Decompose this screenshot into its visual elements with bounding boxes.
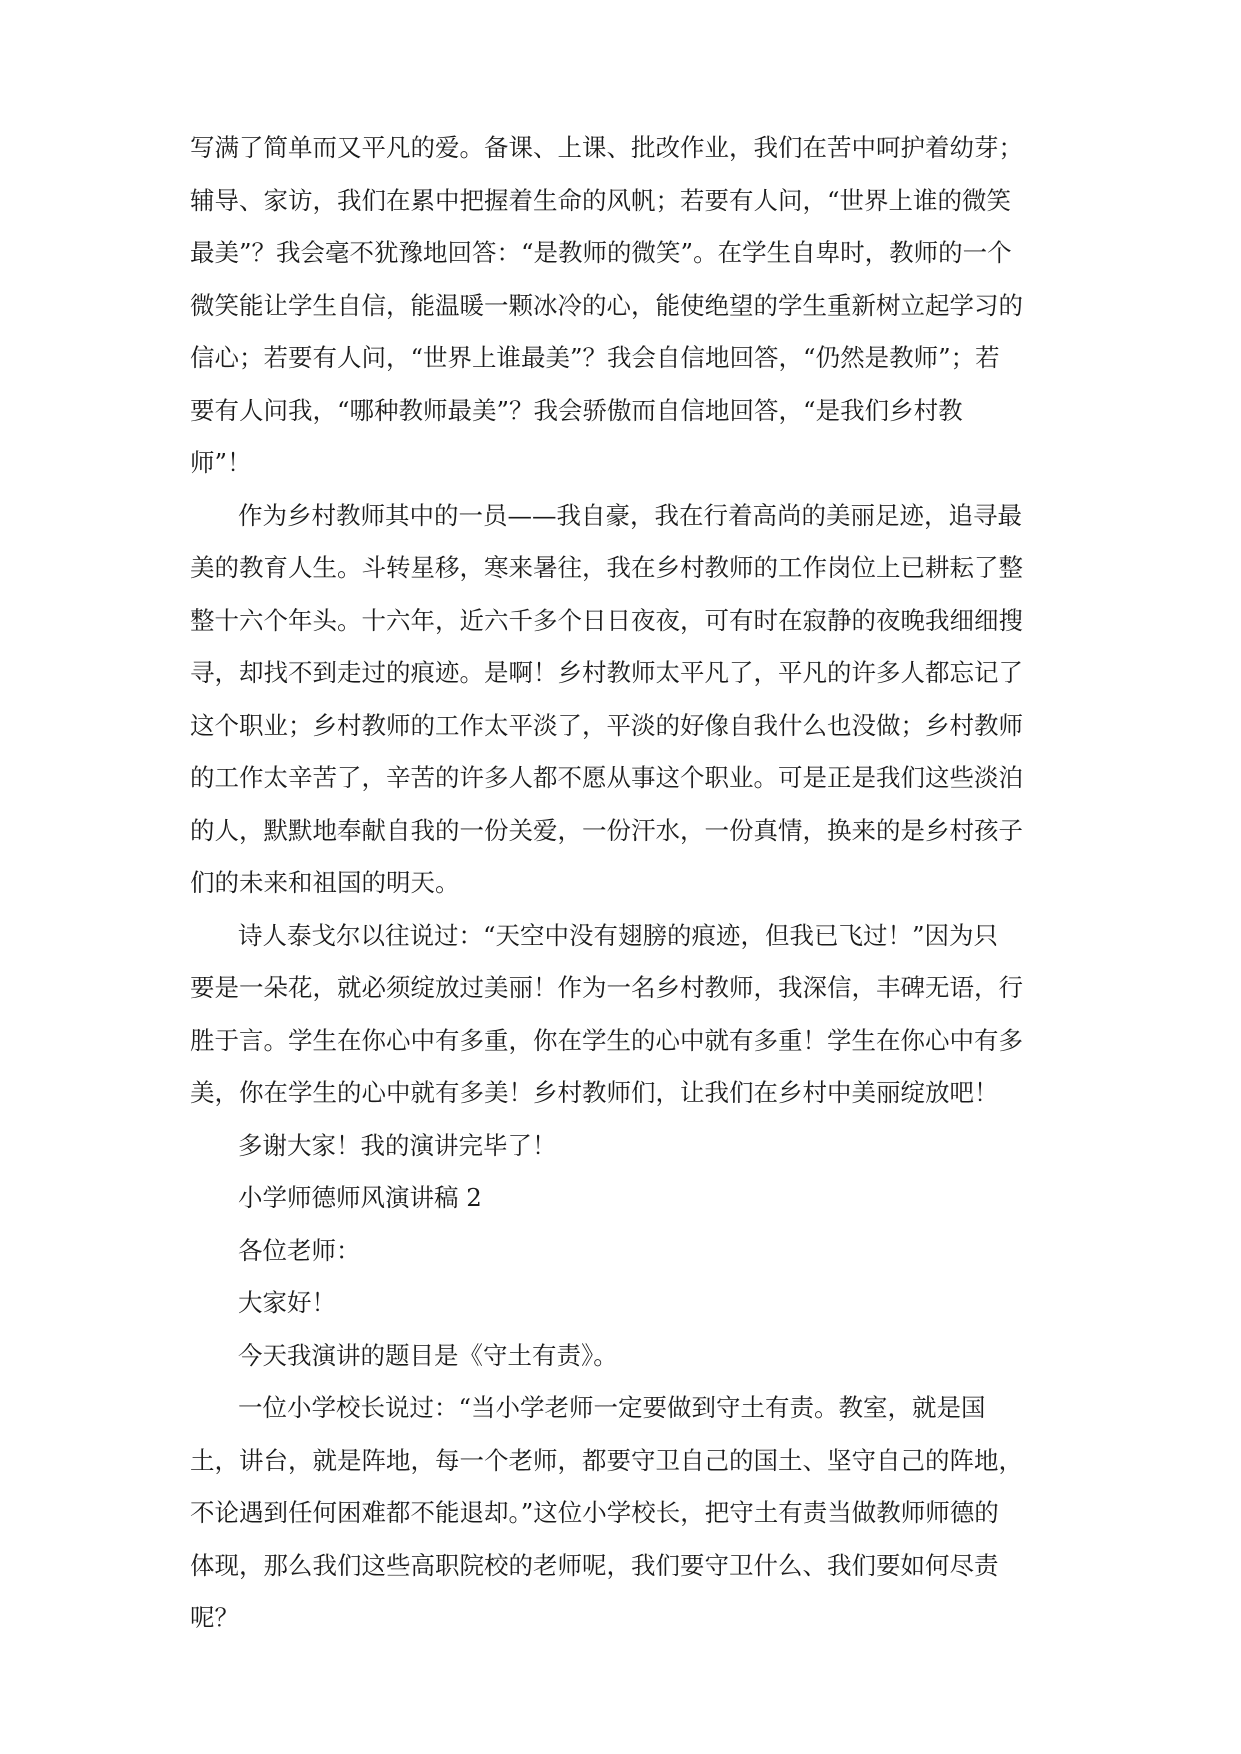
- greeting-text: 大家好！: [238, 1288, 336, 1317]
- text-line: 美的教育人生。斗转星移，寒来暑往，我在乡村教师的工作岗位上已耕耘了整: [190, 553, 1023, 582]
- text-line: 整十六个年头。十六年，近六千多个日日夜夜，可有时在寂静的夜晚我细细搜: [190, 605, 1023, 635]
- text-line: 美，你在学生的心中就有多美！乡村教师们，让我们在乡村中美丽绽放吧！: [190, 1078, 999, 1107]
- text-line: 寻，却找不到走过的痕迹。是啊！乡村教师太平凡了，平凡的许多人都忘记了: [190, 658, 1023, 687]
- topic-paragraph: [190, 1330, 1062, 1383]
- speech-title-text: 小学师德师风演讲稿 2: [238, 1183, 482, 1212]
- text-line: 土，讲台，就是阵地，每一个老师，都要守卫自己的国土、坚守自己的阵地，: [190, 1445, 1023, 1475]
- rural-teacher-paragraph: [190, 490, 1062, 910]
- text-line: 作为乡村教师其中的一员——我自豪，我在行着高尚的美丽足迹，追寻最: [238, 500, 1022, 530]
- text-line: 不论遇到任何困难都不能退却。”这位小学校长，把守土有责当做教师师德的: [190, 1498, 999, 1527]
- topic-text: 今天我演讲的题目是《守土有责》。: [238, 1340, 618, 1370]
- thanks-paragraph: [190, 1120, 1062, 1173]
- salutation-text: 各位老师：: [238, 1235, 361, 1265]
- thanks-line: 多谢大家！我的演讲完毕了！: [238, 1130, 557, 1160]
- text-line: 呢？: [190, 1603, 239, 1632]
- text-line: 这个职业；乡村教师的工作太平淡了，平淡的好像自我什么也没做；乡村教师: [190, 710, 1023, 740]
- text-line: 写满了简单而又平凡的爱。备课、上课、批改作业，我们在苦中呵护着幼芽；: [190, 133, 1023, 162]
- text-line: 师”！: [190, 448, 252, 477]
- greeting: [190, 1277, 1062, 1330]
- text-line: 的工作太辛苦了，辛苦的许多人都不愿从事这个职业。可是正是我们这些淡泊: [190, 763, 1023, 792]
- text-line: 胜于言。学生在你心中有多重，你在学生的心中就有多重！学生在你心中有多: [190, 1025, 1023, 1055]
- text-line: 最美”？我会毫不犹豫地回答：“是教师的微笑”。在学生自卑时，教师的一个: [190, 238, 1012, 267]
- document-body: [190, 122, 1062, 1645]
- text-line: 要是一朵花，就必须绽放过美丽！作为一名乡村教师，我深信，丰碑无语，行: [190, 973, 1023, 1002]
- text-line: 们的未来和祖国的明天。: [190, 868, 460, 897]
- text-line: 体现，那么我们这些高职院校的老师呢，我们要守卫什么、我们要如何尽责: [190, 1550, 999, 1580]
- text-line: 一位小学校长说过：“当小学老师一定要做到守土有责。教室，就是国: [238, 1393, 986, 1422]
- text-line: 的人，默默地奉献自我的一份关爱，一份汗水，一份真情，换来的是乡村孩子: [190, 815, 1023, 845]
- salutation: [190, 1225, 1062, 1278]
- text-line: 诗人泰戈尔以往说过：“天空中没有翅膀的痕迹，但我已飞过！”因为只: [238, 920, 999, 950]
- speech-title: [190, 1172, 1062, 1225]
- text-line: 要有人问我，“哪种教师最美”？我会骄傲而自信地回答，“是我们乡村教: [190, 395, 963, 425]
- principal-paragraph: [190, 1382, 1062, 1645]
- text-line: 辅导、家访，我们在累中把握着生命的风帆；若要有人问，“世界上谁的微笑: [190, 185, 1012, 215]
- tagore-paragraph: [190, 910, 1062, 1120]
- text-line: 微笑能让学生自信，能温暖一颗冰冷的心，能使绝望的学生重新树立起学习的: [190, 290, 1023, 320]
- continuation-paragraph: [190, 122, 1062, 490]
- text-line: 信心；若要有人问，“世界上谁最美”？我会自信地回答，“仍然是教师”；若: [190, 343, 1000, 372]
